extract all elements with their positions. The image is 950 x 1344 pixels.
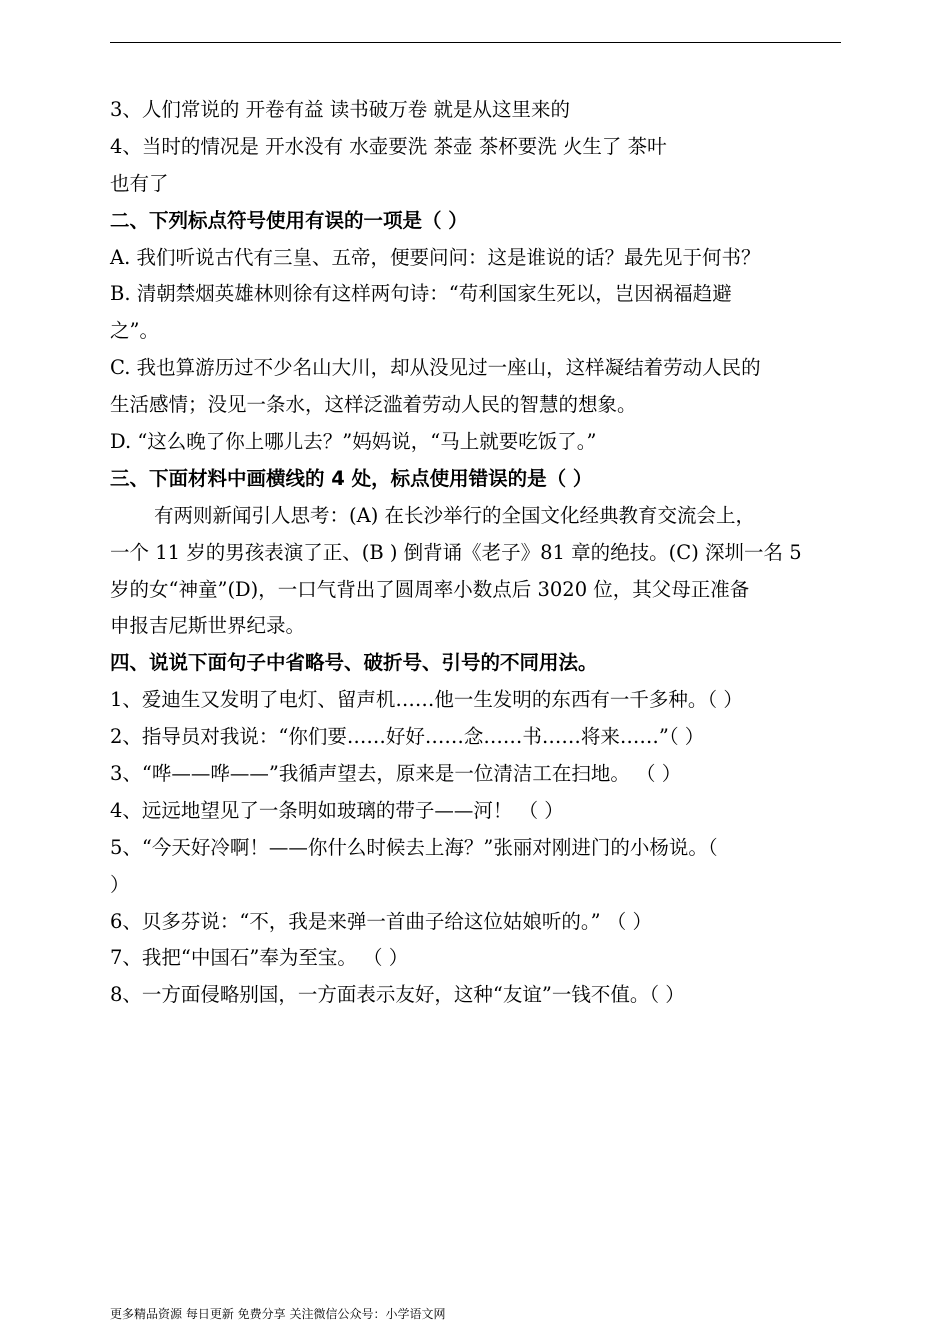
- text-line: 2、指导员对我说：“你们要……好好……念……书……将来……”（ ）: [110, 725, 705, 749]
- section-heading: 二、下列标点符号使用有误的一项是（ ）: [110, 208, 468, 232]
- page-footer: 更多精品资源 每日更新 免费分享 关注微信公众号：小学语文网: [110, 1307, 446, 1321]
- text-line: 申报吉尼斯世界纪录。: [110, 614, 306, 638]
- text-line: 有两则新闻引人思考：(A) 在长沙举行的全国文化经典教育交流会上，: [154, 503, 755, 527]
- text-line: 一个 11 岁的男孩表演了正、(B ) 倒背诵《老子》81 章的绝技。(C) 深圳一名 5: [110, 540, 802, 564]
- text-line: 3、“哗——哗——”我循声望去，原来是一位清洁工在扫地。 （ ）: [110, 762, 682, 786]
- text-line: 生活感情；没见一条水，这样泛滥着劳动人民的智慧的想象。: [110, 393, 637, 417]
- worksheet-body: [110, 92, 841, 1014]
- text-line: 5、“今天好冷啊！——你什么时候去上海？”张丽对刚进门的小杨说。（: [110, 835, 718, 859]
- text-line: ）: [110, 872, 130, 896]
- text-line: 8、一方面侵略别国，一方面表示友好，这种“友谊”一钱不值。（ ）: [110, 983, 685, 1007]
- text-line: 也有了: [110, 171, 169, 195]
- text-line: 4、当时的情况是 开水没有 水壶要洗 茶壶 茶杯要洗 火生了 茶叶: [110, 134, 667, 158]
- section-heading: 三、下面材料中画横线的 4 处，标点使用错误的是（ ）: [110, 466, 593, 490]
- text-line: 3、人们常说的 开卷有益 读书破万卷 就是从这里来的: [110, 98, 571, 121]
- text-line: C. 我也算游历过不少名山大川，却从没见过一座山，这样凝结着劳动人民的: [110, 356, 761, 380]
- text-line: 之”。: [110, 319, 159, 343]
- text-line: 岁的女“神童”(D)，一口气背出了圆周率小数点后 3020 位，其父母正准备: [110, 577, 750, 601]
- header-rule: [110, 42, 841, 43]
- text-line: B. 清朝禁烟英雄林则徐有这样两句诗：“苟利国家生死以，岂因祸福趋避: [110, 282, 732, 306]
- text-line: 7、我把“中国石”奉为至宝。 （ ）: [110, 946, 409, 970]
- section-heading: 四、说说下面句子中省略号、破折号、引号的不同用法。: [110, 651, 598, 675]
- text-line: D. “这么晚了你上哪儿去？”妈妈说，“马上就要吃饭了。”: [110, 430, 597, 454]
- text-line: A. 我们听说古代有三皇、五帝，便要问问：这是谁说的话？最先见于何书？: [110, 245, 761, 269]
- text-line: 1、爱迪生又发明了电灯、留声机……他一生发明的东西有一千多种。（ ）: [110, 688, 743, 712]
- text-line: 4、远远地望见了一条明如玻璃的带子——河！ （ ）: [110, 798, 564, 822]
- text-line: 6、贝多芬说：“不，我是来弹一首曲子给这位姑娘听的。” （ ）: [110, 909, 652, 933]
